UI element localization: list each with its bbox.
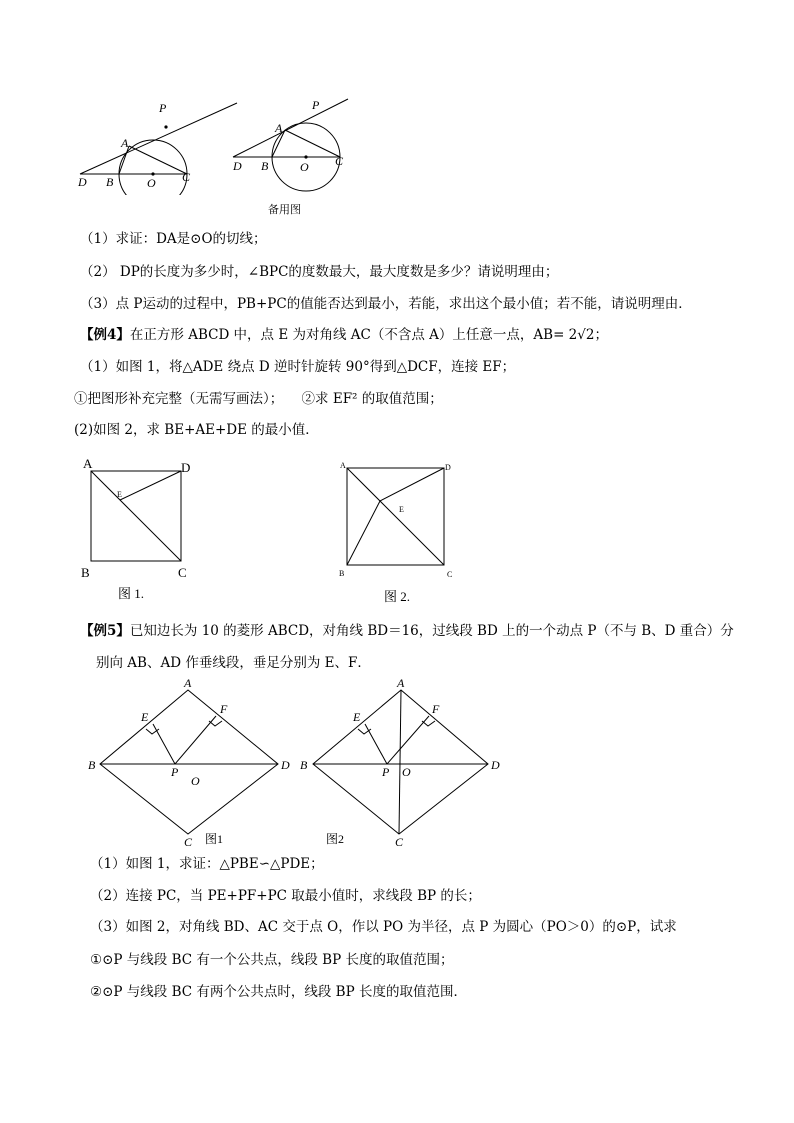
label-P: P bbox=[312, 98, 320, 112]
label-B: B bbox=[81, 565, 90, 580]
q3-part-1: （1）求证：DA是⊙O的切线； bbox=[80, 231, 267, 247]
label-C: C bbox=[447, 570, 453, 579]
label-A: A bbox=[275, 121, 283, 135]
label-B: B bbox=[106, 175, 114, 189]
example-4-part-2: (2)如图 2，求 BE+AE+DE 的最小值． bbox=[74, 422, 319, 438]
label-O: O bbox=[402, 765, 411, 779]
label-C: C bbox=[184, 835, 193, 849]
label-C: C bbox=[395, 835, 404, 849]
label-D: D bbox=[445, 463, 451, 472]
example-5-question-2: （2）连接 PC，当 PE+PF+PC 取最小值时，求线段 BP 的长； bbox=[90, 888, 481, 904]
label-D: D bbox=[181, 460, 191, 475]
rhombus-figure-1 bbox=[85, 672, 305, 852]
label-F: F bbox=[220, 702, 228, 716]
figure-caption: 图2 bbox=[326, 832, 345, 846]
example-5-stem-line-2: 别向 AB、AD 作垂线段，垂足分别为 E、F． bbox=[96, 655, 371, 671]
example-5-question-3b: ②⊙P 与线段 BC 有两个公共点时，线段 BP 长度的取值范围． bbox=[90, 984, 467, 1000]
example-5-stem-line-1 bbox=[80, 622, 734, 640]
label-A: A bbox=[397, 676, 405, 690]
label-E: E bbox=[117, 490, 122, 499]
example-4-part-1a: ①把图形补充完整（无需写画法）； bbox=[74, 391, 284, 407]
label-P: P bbox=[171, 765, 179, 779]
example-tag: 【例4】 bbox=[80, 327, 130, 343]
label-B: B bbox=[339, 569, 345, 578]
label-F: F bbox=[432, 702, 440, 716]
label-D: D bbox=[233, 159, 242, 173]
example-4-part-1b: ②求 EF² 的取值范围； bbox=[301, 391, 443, 407]
circle-figure-right bbox=[228, 95, 428, 225]
example-5-question-3a: ①⊙P 与线段 BC 有一个公共点，线段 BP 长度的取值范围； bbox=[90, 952, 454, 968]
rhombus-figure-2 bbox=[298, 672, 518, 852]
label-O: O bbox=[147, 176, 156, 190]
example-4-part-1: （1）如图 1，将△ADE 绕点 D 逆时针旋转 90°得到△DCF，连接 EF； bbox=[80, 359, 516, 375]
label-C: C bbox=[178, 565, 187, 580]
label-A: A bbox=[83, 456, 93, 471]
figure-caption: 图 1. bbox=[118, 586, 145, 601]
square-figure-2 bbox=[335, 458, 465, 608]
square-figure-1 bbox=[75, 455, 205, 605]
label-A: A bbox=[340, 461, 346, 470]
label-E: E bbox=[141, 710, 149, 724]
label-D: D bbox=[281, 758, 290, 772]
label-C: C bbox=[335, 154, 344, 168]
label-P: P bbox=[159, 101, 167, 115]
label-A: A bbox=[121, 136, 129, 150]
label-E: E bbox=[353, 710, 361, 724]
q3-part-2: （2） DP的长度为多少时，∠BPC的度数最大，最大度数是多少？请说明理由； bbox=[80, 264, 559, 280]
label-P: P bbox=[382, 765, 390, 779]
label-B: B bbox=[261, 159, 269, 173]
q3-part-3: （3）点 P运动的过程中，PB+PC的值能否达到最小，若能，求出这个最小值；若不能，请说明理由． bbox=[80, 296, 692, 312]
example-4-stem bbox=[80, 326, 608, 344]
label-B: B bbox=[88, 758, 96, 772]
label-B: B bbox=[300, 758, 308, 772]
label-E: E bbox=[399, 505, 404, 514]
example-5-question-1: （1）如图 1，求证：△PBE∽△PDE； bbox=[90, 856, 324, 872]
label-C: C bbox=[182, 170, 191, 184]
example-5-question-3: （3）如图 2，对角线 BD、AC 交于点 O，作以 PO 为半径，点 P 为圆心（PO＞0）的⊙P，试求 bbox=[90, 919, 677, 935]
example-4-text: 在正方形 ABCD 中，点 E 为对角线 AC（不含点 A）上任意一点，AB= 2√2； bbox=[129, 327, 608, 343]
figure-caption: 备用图 bbox=[268, 204, 301, 216]
label-D: D bbox=[491, 758, 500, 772]
label-A: A bbox=[184, 676, 192, 690]
example-4-part-1-subs bbox=[74, 390, 443, 408]
figure-caption: 图 2. bbox=[384, 589, 411, 604]
example-tag: 【例5】 bbox=[80, 623, 130, 639]
label-O: O bbox=[300, 160, 309, 174]
figure-caption: 图1 bbox=[205, 832, 224, 846]
example-5-text: 已知边长为 10 的菱形 ABCD，对角线 BD＝16，过线段 BD 上的一个动点 P（不与 B、D 重合）分 bbox=[129, 623, 734, 639]
label-D: D bbox=[78, 175, 87, 189]
label-O: O bbox=[191, 774, 200, 788]
